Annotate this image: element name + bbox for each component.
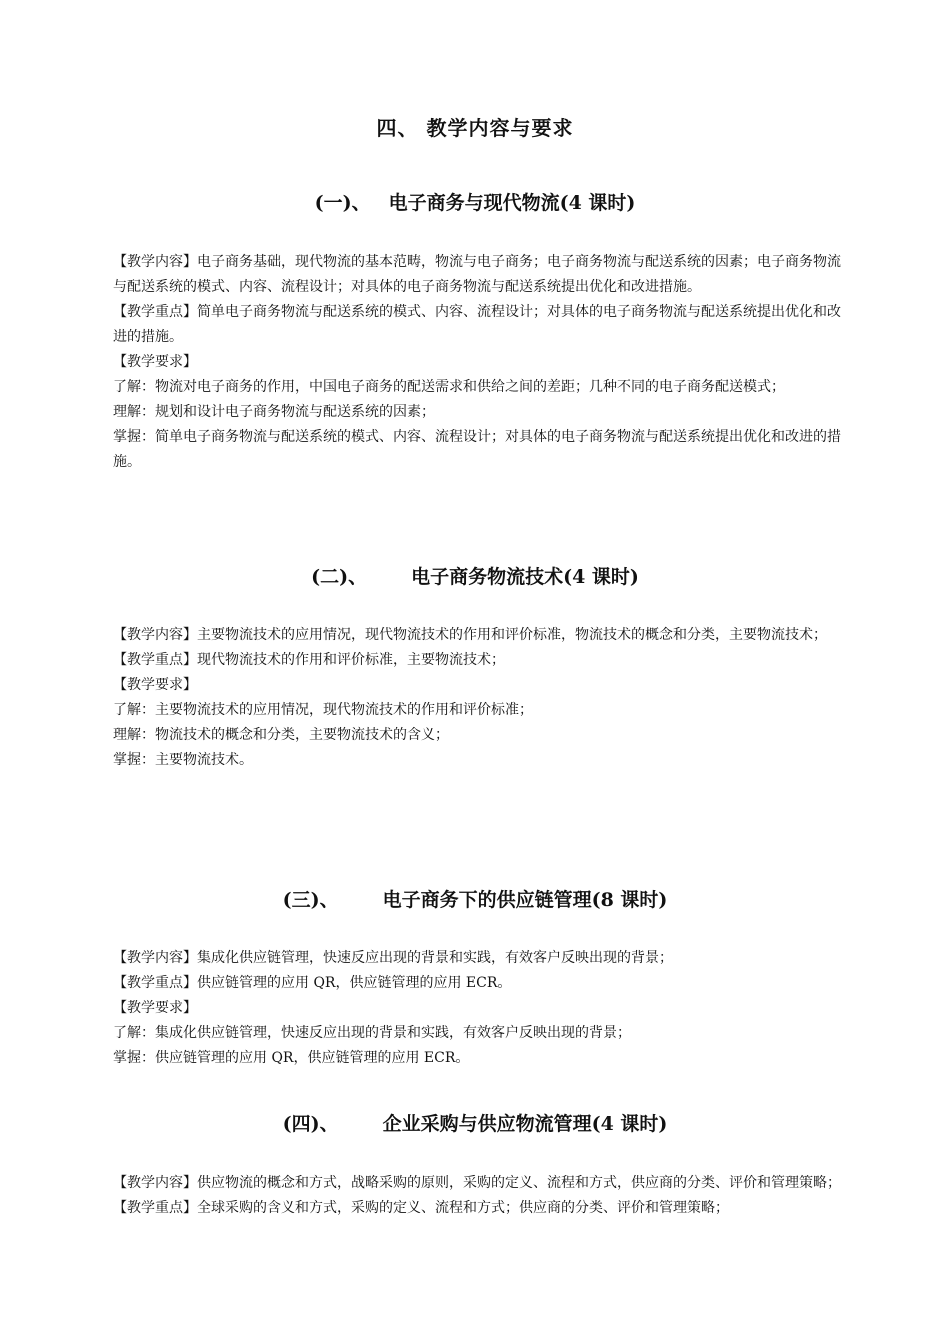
paragraph: 【教学要求】 xyxy=(113,677,197,693)
section-title: 电子商务与现代物流(4 课时) xyxy=(388,192,636,214)
paragraph: 【教学内容】电子商务基础，现代物流的基本范畴，物流与电子商务；电子商务物流与配送系统的因素；电子商务物流与配送系统的模式、内容、流程设计；对具体的电子商务物流与配送系统提出优化和改进措施。 xyxy=(113,254,841,295)
paragraph: 了解：物流对电子商务的作用，中国电子商务的配送需求和供给之间的差距；几种不同的电子商务配送模式； xyxy=(113,379,785,395)
section-body-3 xyxy=(113,946,841,1071)
section-title: 企业采购与供应物流管理(4 课时) xyxy=(382,1113,668,1135)
paragraph: 【教学内容】集成化供应链管理，快速反应出现的背景和实践，有效客户反映出现的背景； xyxy=(113,950,673,966)
paragraph: 【教学重点】供应链管理的应用 QR，供应链管理的应用 ECR。 xyxy=(113,975,512,991)
paragraph: 【教学重点】现代物流技术的作用和评价标准，主要物流技术； xyxy=(113,652,505,668)
paragraph: 【教学重点】全球采购的含义和方式，采购的定义、流程和方式；供应商的分类、评价和管理策略； xyxy=(113,1200,729,1216)
section-number: (三)、 xyxy=(282,889,339,911)
paragraph: 【教学要求】 xyxy=(113,354,197,370)
section-heading-2 xyxy=(0,562,950,589)
section-title: 电子商务下的供应链管理(8 课时) xyxy=(382,889,668,911)
paragraph: 掌握：供应链管理的应用 QR，供应链管理的应用 ECR。 xyxy=(113,1050,470,1066)
paragraph: 了解：主要物流技术的应用情况，现代物流技术的作用和评价标准； xyxy=(113,702,533,718)
paragraph: 【教学要求】 xyxy=(113,1000,197,1016)
section-heading-1 xyxy=(0,188,950,215)
section-number: (一)、 xyxy=(314,192,371,214)
paragraph: 【教学重点】简单电子商务物流与配送系统的模式、内容、流程设计；对具体的电子商务物流与配送系统提出优化和改进的措施。 xyxy=(113,304,841,345)
paragraph: 理解：物流技术的概念和分类，主要物流技术的含义； xyxy=(113,727,449,743)
paragraph: 了解：集成化供应链管理，快速反应出现的背景和实践，有效客户反映出现的背景； xyxy=(113,1025,631,1041)
section-heading-4 xyxy=(0,1109,950,1136)
paragraph: 理解：规划和设计电子商务物流与配送系统的因素； xyxy=(113,404,435,420)
section-number: (四)、 xyxy=(282,1113,339,1135)
page-title: 四、 教学内容与要求 xyxy=(376,116,574,140)
paragraph: 掌握：简单电子商务物流与配送系统的模式、内容、流程设计；对具体的电子商务物流与配送系统提出优化和改进的措施。 xyxy=(113,429,841,470)
section-body-4 xyxy=(113,1171,841,1221)
section-number: (二)、 xyxy=(311,566,368,588)
paragraph: 【教学内容】主要物流技术的应用情况，现代物流技术的作用和评价标准，物流技术的概念和分类，主要物流技术； xyxy=(113,627,827,643)
section-title: 电子商务物流技术(4 课时) xyxy=(411,566,639,588)
section-body-2 xyxy=(113,623,841,773)
section-heading-3 xyxy=(0,885,950,912)
section-body-1 xyxy=(113,250,841,475)
paragraph: 【教学内容】供应物流的概念和方式，战略采购的原则，采购的定义、流程和方式，供应商的分类、评价和管理策略； xyxy=(113,1175,841,1191)
paragraph: 掌握：主要物流技术。 xyxy=(113,752,253,768)
